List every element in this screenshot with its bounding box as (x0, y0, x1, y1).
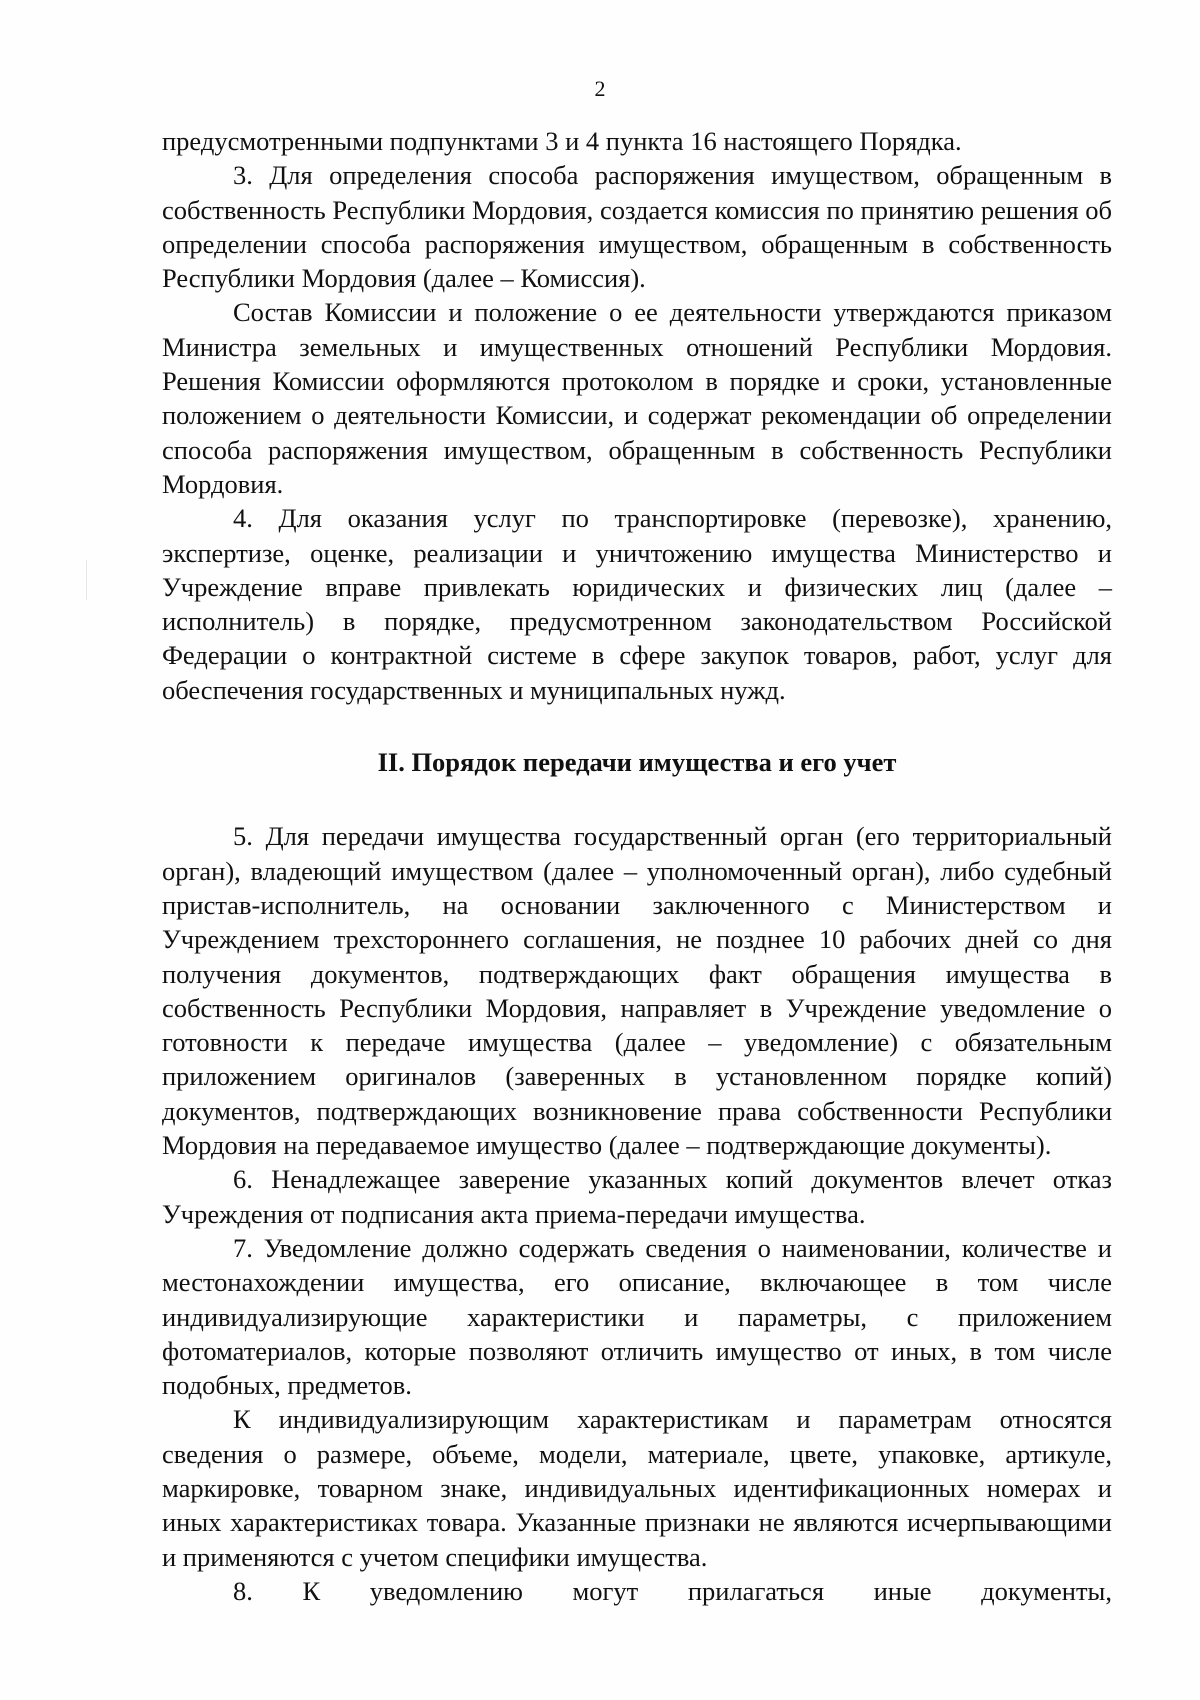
paragraph-commission-composition: Состав Комиссии и положение о ее деятельности утверждаются приказом Министра земельных и имущественных отношений Республики Мордовия. Решения Комиссии оформляются протоколом в порядке и сроки, установленные положением о деятельности Комиссии, и содержат рекомендации об определении способа распоряжения имуществом, обращенным в собственность Республики Мордовия. (162, 297, 1112, 499)
paragraph-item-6: 6. Ненадлежащее заверение указанных копий документов влечет отказ Учреждения от подписания акта приема-передачи имущества. (162, 1164, 1112, 1229)
paragraph-item-4: 4. Для оказания услуг по транспортировке (перевозке), хранению, экспертизе, оценке, реализации и уничтожению имущества Министерство и Учреждение вправе привлекать юридических и физических лиц (далее – исполнитель) в порядке, предусмотренном законодательством Российской Федерации о контрактной системе в сфере закупок товаров, работ, услуг для обеспечения государственных и муниципальных нужд. (162, 503, 1112, 705)
paragraph-item-7: 7. Уведомление должно содержать сведения о наименовании, количестве и местонахождении имущества, его описание, включающее в том числе индивидуализирующие характеристики и параметры, с приложением фотоматериалов, которые позволяют отличить имущество от иных, в том числе подобных, предметов. (162, 1232, 1112, 1401)
paragraph-item-5: 5. Для передачи имущества государственный орган (его территориальный орган), владеющий имуществом (далее – уполномоченный орган), либо судебный пристав-исполнитель, на основании заключенного с Министерством и Учреждением трехстороннего соглашения, не позднее 10 рабочих дней со дня получения документов, подтверждающих факт обращения имущества в собственность Республики Мордовия, направляет в Учреждение уведомление о готовности к передаче имущества (далее – уведомление) с обязательным приложением оригиналов (заверенных в установленном порядке копий) документов, подтверждающих возникновение права собственности Республики Мордовия на передаваемое имущество (далее – подтверждающие документы). (162, 821, 1112, 1161)
page-number: 2 (594, 76, 606, 101)
section-heading: II. Порядок передачи имущества и его учет (377, 747, 897, 778)
spacer (162, 707, 1112, 745)
spacer (162, 779, 1112, 819)
scan-artifact (86, 560, 87, 600)
document-body (162, 124, 1112, 1608)
paragraph-individual-characteristics: К индивидуализирующим характеристикам и параметрам относятся сведения о размере, объеме, модели, материале, цвете, упаковке, артикуле, маркировке, товарном знаке, индивидуальных идентификационных номерах и иных характеристиках товара. Указанные признаки не являются исчерпывающими и применяются с учетом специфики имущества. (162, 1404, 1112, 1572)
paragraph-item-8: 8. К уведомлению могут прилагаться иные документы, (233, 1575, 1112, 1606)
paragraph-item-3: 3. Для определения способа распоряжения имуществом, обращенным в собственность Республики Мордовия, создается комиссия по принятию решения об определении способа распоряжения имуществом, обращенным в собственность Республики Мордовия (далее – Комиссия). (162, 160, 1112, 294)
paragraph-continuation: предусмотренными подпунктами 3 и 4 пункта 16 настоящего Порядка. (162, 126, 962, 156)
